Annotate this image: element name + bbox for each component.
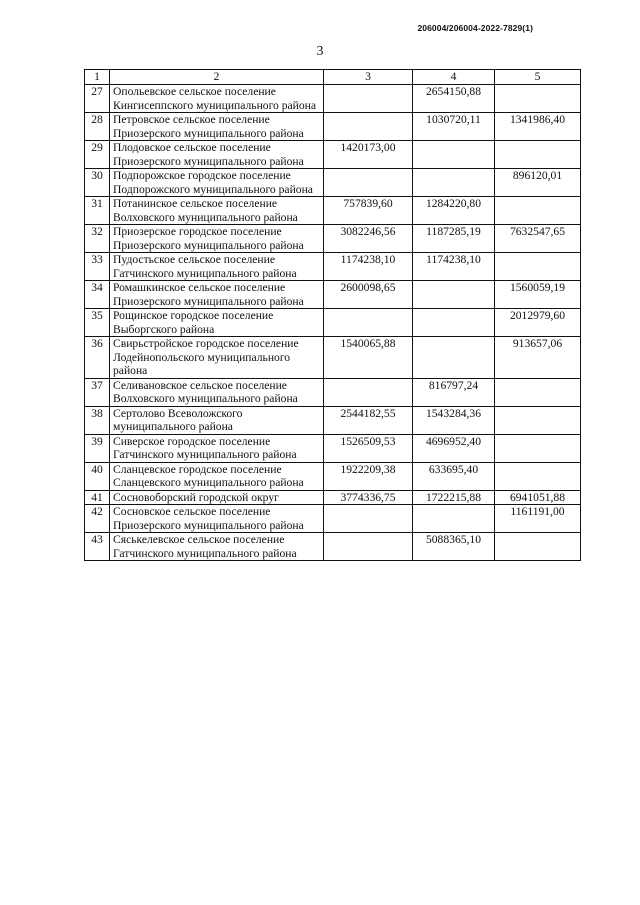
column-5-value-cell [495, 378, 581, 406]
table-row [85, 462, 581, 490]
column-4-value-cell: 1722215,88 [413, 490, 495, 505]
row-number-cell: 34 [85, 281, 110, 309]
column-3-value-cell: 1174238,10 [324, 253, 413, 281]
column-5-value-cell: 7632547,65 [495, 225, 581, 253]
column-3-value-cell [324, 533, 413, 561]
row-number-cell: 28 [85, 113, 110, 141]
settlement-name-cell: Сосновское сельское поселение Приозерского муниципального района [110, 505, 324, 533]
settlement-name-cell: Селивановское сельское поселение Волховского муниципального района [110, 378, 324, 406]
table-row [85, 141, 581, 169]
column-3-value-cell: 1420173,00 [324, 141, 413, 169]
row-number-cell: 37 [85, 378, 110, 406]
header-cell: 5 [495, 70, 581, 85]
column-4-value-cell [413, 281, 495, 309]
column-3-value-cell: 2600098,65 [324, 281, 413, 309]
table-row [85, 225, 581, 253]
column-5-value-cell: 1161191,00 [495, 505, 581, 533]
table-row [85, 197, 581, 225]
table-header-row [85, 70, 581, 85]
column-4-value-cell [413, 141, 495, 169]
document-id: 206004/206004-2022-7829(1) [417, 23, 533, 33]
column-5-value-cell [495, 85, 581, 113]
column-5-value-cell [495, 406, 581, 434]
column-4-value-cell: 5088365,10 [413, 533, 495, 561]
allocation-table [84, 69, 581, 561]
header-cell: 4 [413, 70, 495, 85]
column-3-value-cell [324, 169, 413, 197]
table-row [85, 406, 581, 434]
column-3-value-cell: 2544182,55 [324, 406, 413, 434]
column-4-value-cell [413, 309, 495, 337]
table-row [85, 309, 581, 337]
row-number-cell: 29 [85, 141, 110, 169]
table-row [85, 378, 581, 406]
column-5-value-cell: 2012979,60 [495, 309, 581, 337]
table-row [85, 434, 581, 462]
table-row [85, 490, 581, 505]
settlement-name-cell: Потанинское сельское поселение Волховского муниципального района [110, 197, 324, 225]
row-number-cell: 38 [85, 406, 110, 434]
column-3-value-cell [324, 378, 413, 406]
table-row [85, 533, 581, 561]
table-row [85, 85, 581, 113]
settlement-name-cell: Сяськелевское сельское поселение Гатчинского муниципального района [110, 533, 324, 561]
settlement-name-cell: Сертолово Всеволожского муниципального района [110, 406, 324, 434]
row-number-cell: 39 [85, 434, 110, 462]
table-row [85, 337, 581, 379]
row-number-cell: 40 [85, 462, 110, 490]
header-cell: 2 [110, 70, 324, 85]
table-row [85, 169, 581, 197]
table-row [85, 113, 581, 141]
column-4-value-cell: 4696952,40 [413, 434, 495, 462]
table-row [85, 281, 581, 309]
column-4-value-cell: 2654150,88 [413, 85, 495, 113]
column-3-value-cell [324, 85, 413, 113]
settlement-name-cell: Сланцевское городское поселение Сланцевского муниципального района [110, 462, 324, 490]
column-4-value-cell: 1543284,36 [413, 406, 495, 434]
column-5-value-cell [495, 434, 581, 462]
column-3-value-cell: 1526509,53 [324, 434, 413, 462]
column-3-value-cell [324, 505, 413, 533]
column-4-value-cell: 1174238,10 [413, 253, 495, 281]
settlement-name-cell: Ромашкинское сельское поселение Приозерского муниципального района [110, 281, 324, 309]
column-3-value-cell: 757839,60 [324, 197, 413, 225]
column-5-value-cell: 1341986,40 [495, 113, 581, 141]
settlement-name-cell: Подпорожское городское поселение Подпорожского муниципального района [110, 169, 324, 197]
column-4-value-cell [413, 505, 495, 533]
settlement-name-cell: Плодовское сельское поселение Приозерского муниципального района [110, 141, 324, 169]
column-4-value-cell [413, 169, 495, 197]
column-5-value-cell: 6941051,88 [495, 490, 581, 505]
row-number-cell: 36 [85, 337, 110, 379]
row-number-cell: 42 [85, 505, 110, 533]
column-4-value-cell: 816797,24 [413, 378, 495, 406]
column-5-value-cell [495, 533, 581, 561]
column-4-value-cell: 1284220,80 [413, 197, 495, 225]
column-4-value-cell: 1187285,19 [413, 225, 495, 253]
settlement-name-cell: Сиверское городское поселение Гатчинского муниципального района [110, 434, 324, 462]
settlement-name-cell: Петровское сельское поселение Приозерского муниципального района [110, 113, 324, 141]
settlement-name-cell: Рощинское городское поселение Выборгского района [110, 309, 324, 337]
settlement-name-cell: Приозерское городское поселение Приозерского муниципального района [110, 225, 324, 253]
column-4-value-cell: 1030720,11 [413, 113, 495, 141]
column-3-value-cell: 3774336,75 [324, 490, 413, 505]
row-number-cell: 35 [85, 309, 110, 337]
column-5-value-cell [495, 253, 581, 281]
row-number-cell: 30 [85, 169, 110, 197]
settlement-name-cell: Свирьстройское городское поселение Лодейнопольского муниципального района [110, 337, 324, 379]
column-3-value-cell [324, 309, 413, 337]
column-3-value-cell: 1922209,38 [324, 462, 413, 490]
header-cell: 3 [324, 70, 413, 85]
column-5-value-cell: 1560059,19 [495, 281, 581, 309]
row-number-cell: 41 [85, 490, 110, 505]
column-5-value-cell: 913657,06 [495, 337, 581, 379]
row-number-cell: 31 [85, 197, 110, 225]
column-4-value-cell: 633695,40 [413, 462, 495, 490]
column-3-value-cell: 3082246,56 [324, 225, 413, 253]
row-number-cell: 43 [85, 533, 110, 561]
settlement-name-cell: Пудостьское сельское поселение Гатчинского муниципального района [110, 253, 324, 281]
column-4-value-cell [413, 337, 495, 379]
column-5-value-cell [495, 141, 581, 169]
table-row [85, 253, 581, 281]
column-3-value-cell: 1540065,88 [324, 337, 413, 379]
header-cell: 1 [85, 70, 110, 85]
page-number: 3 [316, 44, 324, 59]
table-row [85, 505, 581, 533]
column-5-value-cell [495, 197, 581, 225]
row-number-cell: 32 [85, 225, 110, 253]
settlement-name-cell: Сосновоборский городской округ [110, 490, 324, 505]
settlement-name-cell: Опольевское сельское поселение Кингисеппского муниципального района [110, 85, 324, 113]
column-3-value-cell [324, 113, 413, 141]
row-number-cell: 27 [85, 85, 110, 113]
column-5-value-cell: 896120,01 [495, 169, 581, 197]
row-number-cell: 33 [85, 253, 110, 281]
column-5-value-cell [495, 462, 581, 490]
